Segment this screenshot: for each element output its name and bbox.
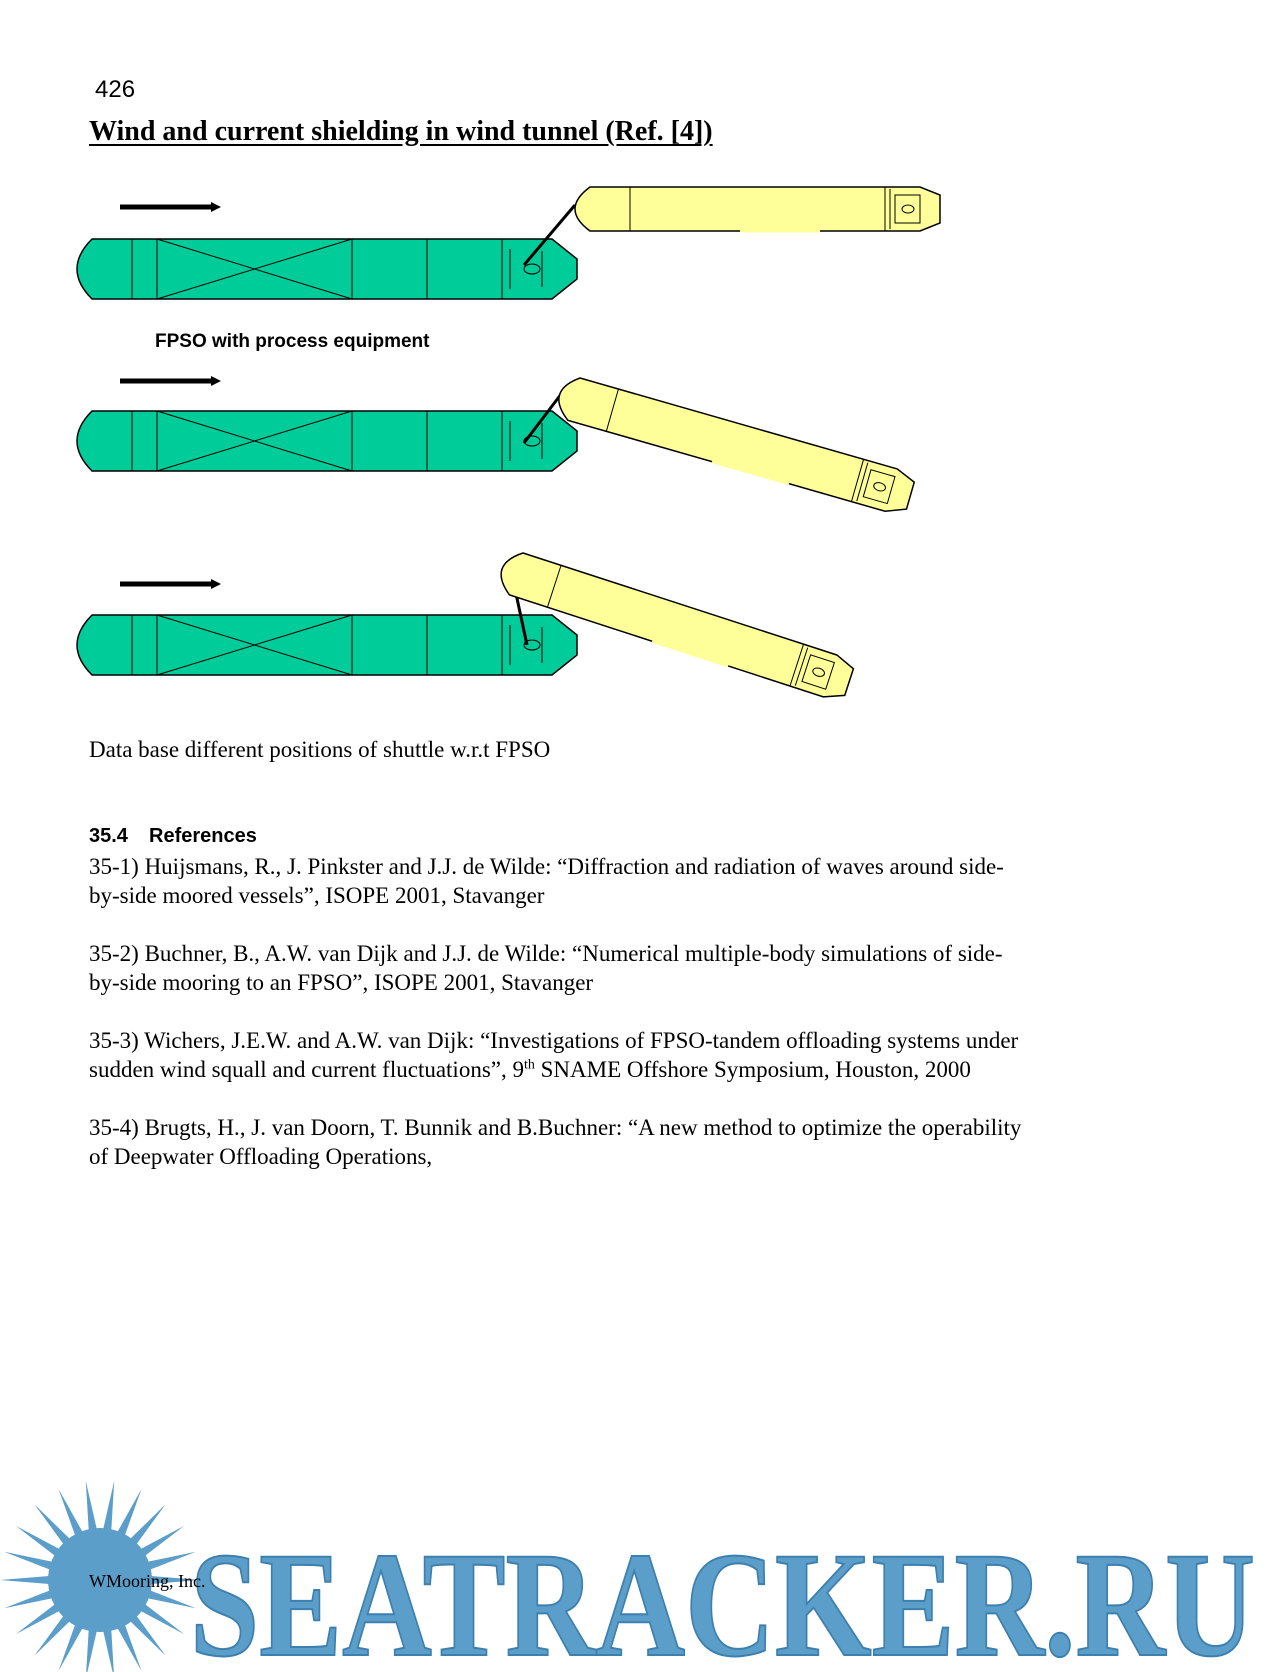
footer-company: WMooring, Inc. [89,1571,206,1591]
sun-ray [86,1481,98,1533]
sun-ray [116,1489,142,1538]
reference-35-3-tail: SNAME Offshore Symposium, Houston, 2000 [534,1057,971,1082]
sun-ray [59,1622,85,1671]
sun-ray [4,1589,55,1608]
sun-ray [103,1481,115,1533]
reference-35-3-main: 35-3) Wichers, J.E.W. and A.W. van Dijk: “Investigations of FPSO-tandem offloading systems under sudden wind squall and current fluctuations”, 9 [89,1028,1019,1082]
fpso-ship-3 [77,615,577,675]
fpso-ship-2 [77,411,577,471]
reference-35-1: 35-1) Huijsmans, R., J. Pinkster and J.J. de Wilde: “Diffraction and radiation of waves around side- by-side moored vessels”, ISOPE 2001, Stavanger [89,854,1004,908]
shuttle-ship-1 [575,187,940,231]
page-number: 426 [95,76,136,103]
sun-ray [103,1627,115,1672]
references-list [89,852,1149,1200]
figure-caption: Data base different positions of shuttle w.r.t FPSO [89,737,551,762]
fpso-label: FPSO with process equipment [155,331,430,352]
reference-35-3 [89,1026,1149,1084]
reference-35-3-superscript: th [523,1057,535,1073]
section-heading [89,825,257,848]
fpso-ship-1 [77,239,577,299]
shuttle-ship-2 [553,374,916,517]
watermark-text: SEATRACKER.RU [190,1522,1255,1672]
sun-ray [0,1576,52,1585]
section-number: 35.4 [89,825,128,847]
sun-ray [4,1552,55,1571]
shielding-figure [0,160,1000,700]
reference-35-4: 35-4) Brugts, H., J. van Doorn, T. Bunnik and B.Buchner: “A new method to optimize the operability of Deepwater Offloading Operations, [89,1115,1022,1169]
sun-ray [116,1622,142,1671]
sun-ray [145,1589,196,1608]
figure-title: Wind and current shielding in wind tunnel (Ref. [4]) [89,116,713,147]
sun-ray [145,1552,196,1571]
section-title: References [149,825,257,847]
reference-35-2: 35-2) Buchner, B., A.W. van Dijk and J.J. de Wilde: “Numerical multiple-body simulations of side- by-side mooring to an FPSO”, ISOPE 2001, Stavanger [89,941,1003,995]
sun-ray [86,1627,98,1672]
sun-ray [59,1489,85,1538]
